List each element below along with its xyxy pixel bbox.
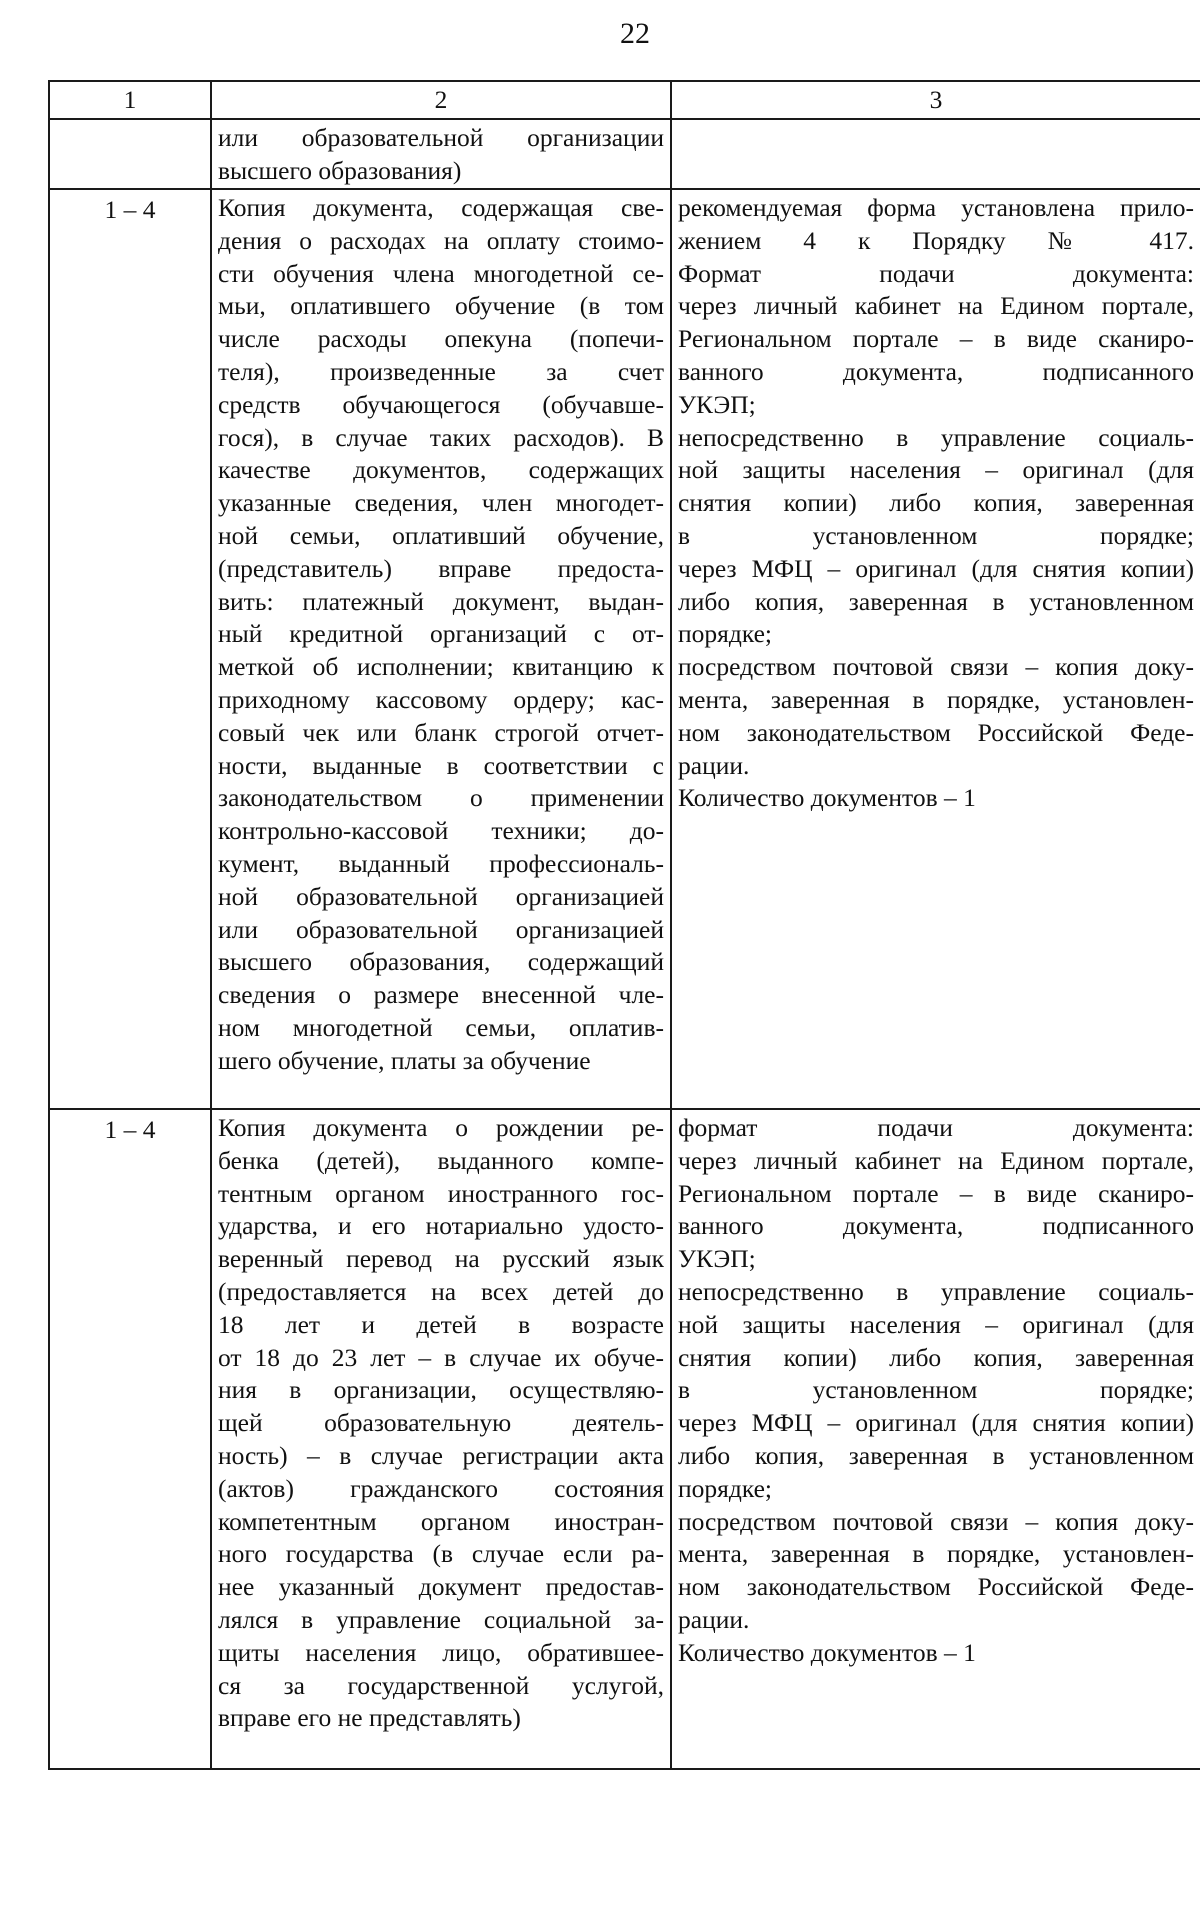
text-line: ния в организации, осуществляю- <box>218 1375 664 1405</box>
text-line: рации. <box>678 1604 750 1634</box>
text-line: Количество документов – 1 <box>678 1637 976 1667</box>
text-line: Формат подачи документа: <box>678 258 1194 288</box>
text-line: непосредственно в управление социаль- <box>678 1276 1194 1306</box>
documents-table <box>48 80 1200 1770</box>
table-row <box>49 189 1200 1109</box>
text-line: высшего образования) <box>218 155 462 185</box>
text-line: тентным органом иностранного гос- <box>218 1178 664 1208</box>
text-line: ном законодательством Российской Феде- <box>678 717 1194 747</box>
text-line: жением 4 к Порядку № 417. <box>678 225 1194 255</box>
text-line: Копия документа, содержащая све- <box>218 193 664 222</box>
text-line: мента, заверенная в порядке, установлен- <box>678 1539 1194 1569</box>
row-submission-format <box>671 1109 1200 1769</box>
text-line: Копия документа о рождении ре- <box>218 1113 664 1142</box>
text-line: Количество документов – 1 <box>678 783 976 813</box>
text-line: или образовательной организации <box>218 123 664 152</box>
text-line: (предоставляется на всех детей до <box>218 1276 664 1306</box>
text-line: посредством почтовой связи – копия доку- <box>678 1506 1194 1536</box>
text-line: веренный перевод на русский язык <box>218 1244 664 1274</box>
text-line: Региональном портале – в виде сканиро- <box>678 324 1194 354</box>
text-line: Региональном портале – в виде сканиро- <box>678 1178 1194 1208</box>
text-line: непосредственно в управление социаль- <box>678 422 1194 452</box>
text-line: ной защиты населения – оригинал (для <box>678 1309 1194 1339</box>
row-document-description <box>211 119 671 189</box>
text-line: формат подачи документа: <box>678 1113 1194 1142</box>
text-line: компетентным органом иностран- <box>218 1506 664 1536</box>
text-line: высшего образования, содержащий <box>218 947 664 977</box>
text-line: 18 лет и детей в возрасте <box>218 1309 664 1339</box>
text-line: ванного документа, подписанного <box>678 356 1194 386</box>
text-line: УКЭП; <box>678 1244 756 1274</box>
text-line: ности, выданные в соответствии с <box>218 750 664 780</box>
column-header-3: 3 <box>671 81 1200 119</box>
row-document-description <box>211 189 671 1109</box>
text-line: или образовательной организацией <box>218 914 664 944</box>
text-line: через личный кабинет на Едином портале, <box>678 291 1194 321</box>
text-line: качестве документов, содержащих <box>218 455 664 485</box>
text-line: вить: платежный документ, выдан- <box>218 586 664 616</box>
text-line: в установленном порядке; <box>678 1375 1194 1405</box>
text-line: снятия копии) либо копия, заверенная <box>678 1342 1194 1372</box>
text-line: сти обучения члена многодетной се- <box>218 258 664 288</box>
text-line: бенка (детей), выданного компе- <box>218 1145 664 1175</box>
column-header-1: 1 <box>49 81 211 119</box>
text-line: ной образовательной организацией <box>218 881 664 911</box>
text-line: мьи, оплатившего обучение (в том <box>218 291 664 321</box>
page-number: 22 <box>620 17 650 50</box>
text-line: (представитель) вправе предоста- <box>218 553 664 583</box>
text-line: совый чек или бланк строгой отчет- <box>218 717 664 747</box>
text-line: ной защиты населения – оригинал (для <box>678 455 1194 485</box>
text-line: порядке; <box>678 619 773 649</box>
text-line: приходному кассовому ордеру; кас- <box>218 684 664 714</box>
text-line: дения о расходах на оплату стоимо- <box>218 225 664 255</box>
text-line: щей образовательную деятель- <box>218 1408 664 1438</box>
text-line: законодательством о применении <box>218 783 664 813</box>
text-line: либо копия, заверенная в установленном <box>678 586 1194 616</box>
text-line: ударства, и его нотариально удосто- <box>218 1211 664 1241</box>
text-line: средств обучающегося (обучавше- <box>218 389 664 419</box>
row-applicant-category <box>49 119 211 189</box>
text-line: ном законодательством Российской Феде- <box>678 1572 1194 1602</box>
row-document-description <box>211 1109 671 1769</box>
text-line: теля), произведенные за счет <box>218 356 664 386</box>
text-line: лялся в управление социальной за- <box>218 1604 664 1634</box>
text-line: кумент, выданный профессиональ- <box>218 848 664 878</box>
text-line: меткой об исполнении; квитанцию к <box>218 652 664 682</box>
text-line: ной семьи, оплативший обучение, <box>218 520 664 550</box>
text-line: рекомендуемая форма установлена прило- <box>678 193 1194 222</box>
row-submission-format <box>671 119 1200 189</box>
text-line: щиты населения лицо, обратившее- <box>218 1637 664 1667</box>
text-line: шего обучение, платы за обучение <box>218 1045 591 1075</box>
text-line: сведения о размере внесенной чле- <box>218 980 664 1010</box>
text-line: мента, заверенная в порядке, установлен- <box>678 684 1194 714</box>
text-line: ного государства (в случае если ра- <box>218 1539 664 1569</box>
text-line: гося), в случае таких расходов). В <box>218 422 664 452</box>
text-line: контрольно-кассовой техники; до- <box>218 816 664 846</box>
text-line: через МФЦ – оригинал (для снятия копии) <box>678 1408 1194 1438</box>
row-submission-format <box>671 189 1200 1109</box>
text-line: в установленном порядке; <box>678 520 1194 550</box>
row-applicant-category: 1 – 4 <box>49 1109 211 1769</box>
text-line: ванного документа, подписанного <box>678 1211 1194 1241</box>
text-line: (актов) гражданского состояния <box>218 1473 664 1503</box>
text-line: от 18 до 23 лет – в случае их обуче- <box>218 1342 664 1372</box>
table-header-row <box>49 81 1200 119</box>
text-line: ся за государственной услугой, <box>218 1670 664 1700</box>
text-line: посредством почтовой связи – копия доку- <box>678 652 1194 682</box>
column-header-2: 2 <box>211 81 671 119</box>
table-row <box>49 119 1200 189</box>
row-applicant-category: 1 – 4 <box>49 189 211 1109</box>
text-line: через МФЦ – оригинал (для снятия копии) <box>678 553 1194 583</box>
text-line: порядке; <box>678 1473 773 1503</box>
text-line: ный кредитной организаций с от- <box>218 619 664 649</box>
text-line: указанные сведения, член многодет- <box>218 488 664 518</box>
text-line: снятия копии) либо копия, заверенная <box>678 488 1194 518</box>
table-row <box>49 1109 1200 1769</box>
text-line: вправе его не представлять) <box>218 1703 521 1733</box>
text-line: либо копия, заверенная в установленном <box>678 1440 1194 1470</box>
text-line: числе расходы опекуна (попечи- <box>218 324 664 354</box>
text-line: ном многодетной семьи, оплатив- <box>218 1012 664 1042</box>
text-line: ность) – в случае регистрации акта <box>218 1440 664 1470</box>
text-line: УКЭП; <box>678 389 756 419</box>
text-line: рации. <box>678 750 750 780</box>
text-line: через личный кабинет на Едином портале, <box>678 1145 1194 1175</box>
text-line: нее указанный документ предостав- <box>218 1572 664 1602</box>
